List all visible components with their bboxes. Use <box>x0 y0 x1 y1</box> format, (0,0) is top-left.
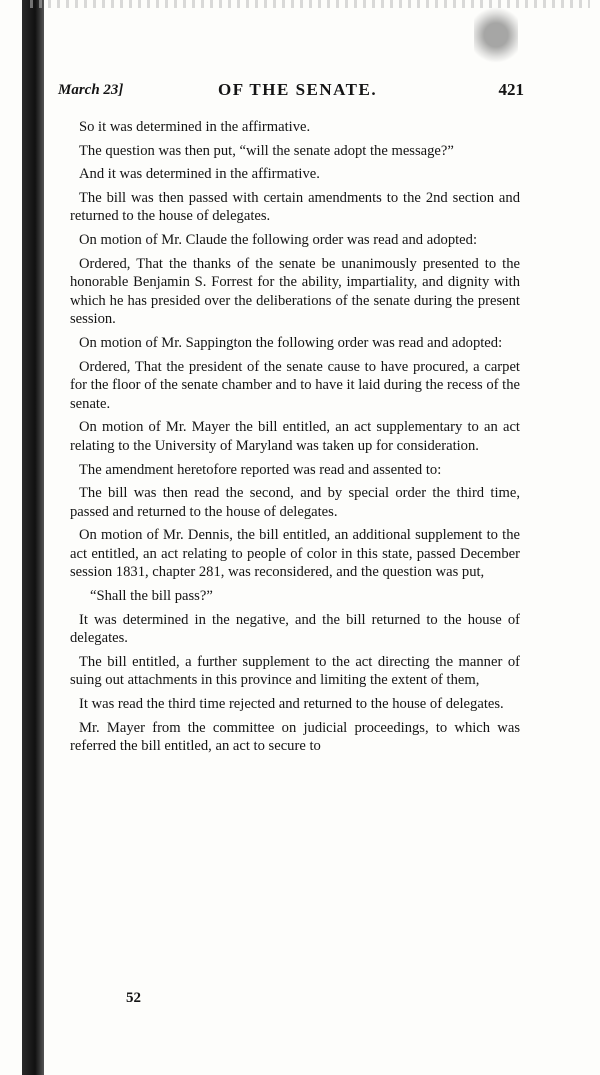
body-text <box>70 118 520 761</box>
paragraph: It was determined in the negative, and the bill returned to the house of delegates. <box>70 611 520 647</box>
binding-shadow <box>22 0 44 1075</box>
ink-smudge <box>474 2 518 68</box>
paragraph: So it was determined in the affirmative. <box>79 119 311 135</box>
signature-mark: 52 <box>126 990 141 1006</box>
running-title: OF THE SENATE. <box>218 80 378 99</box>
paragraph: On motion of Mr. Sappington the following order was read and adopted: <box>79 334 503 351</box>
paragraph: Mr. Mayer from the committee on judicial proceedings, to which was referred the bill entitled, an act to secure to <box>70 719 520 755</box>
paragraph: And it was determined in the affirmative. <box>79 166 320 183</box>
paragraph: Ordered, That the thanks of the senate be unanimously presented to the honorable Benjamin S. Forrest for the ability, impartiality, and dignity with which he has presided over the deliberations of the senate during the present session. <box>70 255 520 328</box>
paragraph: On motion of Mr. Claude the following order was read and adopted: <box>79 231 477 248</box>
paragraph: The amendment heretofore reported was read and assented to: <box>79 461 442 478</box>
paragraph: The bill was then read the second, and by special order the third time, passed and returned to the house of delegates. <box>70 485 520 520</box>
paragraph: On motion of Mr. Dennis, the bill entitled, an additional supplement to the act entitled, an act relating to people of color in this state, passed December session 1831, chapter 281, was reconsidered, and the question was put, <box>70 527 520 581</box>
paragraph: It was read the third time rejected and returned to the house of delegates. <box>79 696 504 713</box>
running-header <box>58 80 524 110</box>
page-number: 421 <box>498 80 524 99</box>
paragraph-quote: “Shall the bill pass?” <box>90 588 213 605</box>
paragraph: On motion of Mr. Mayer the bill entitled, an act supplementary to an act relating to the University of Maryland was taken up for consideration. <box>70 419 520 454</box>
paragraph: The bill entitled, a further supplement to the act directing the manner of suing out attachments in this province and limiting the extent of them, <box>70 653 520 689</box>
paragraph: The question was then put, “will the senate adopt the message?” <box>79 142 454 159</box>
running-date: March 23] <box>58 82 124 98</box>
paragraph: Ordered, That the president of the senate cause to have procured, a carpet for the floor of the senate chamber and to have it laid during the recess of the senate. <box>70 358 520 412</box>
paragraph: The bill was then passed with certain amendments to the 2nd section and returned to the house of delegates. <box>70 189 520 225</box>
